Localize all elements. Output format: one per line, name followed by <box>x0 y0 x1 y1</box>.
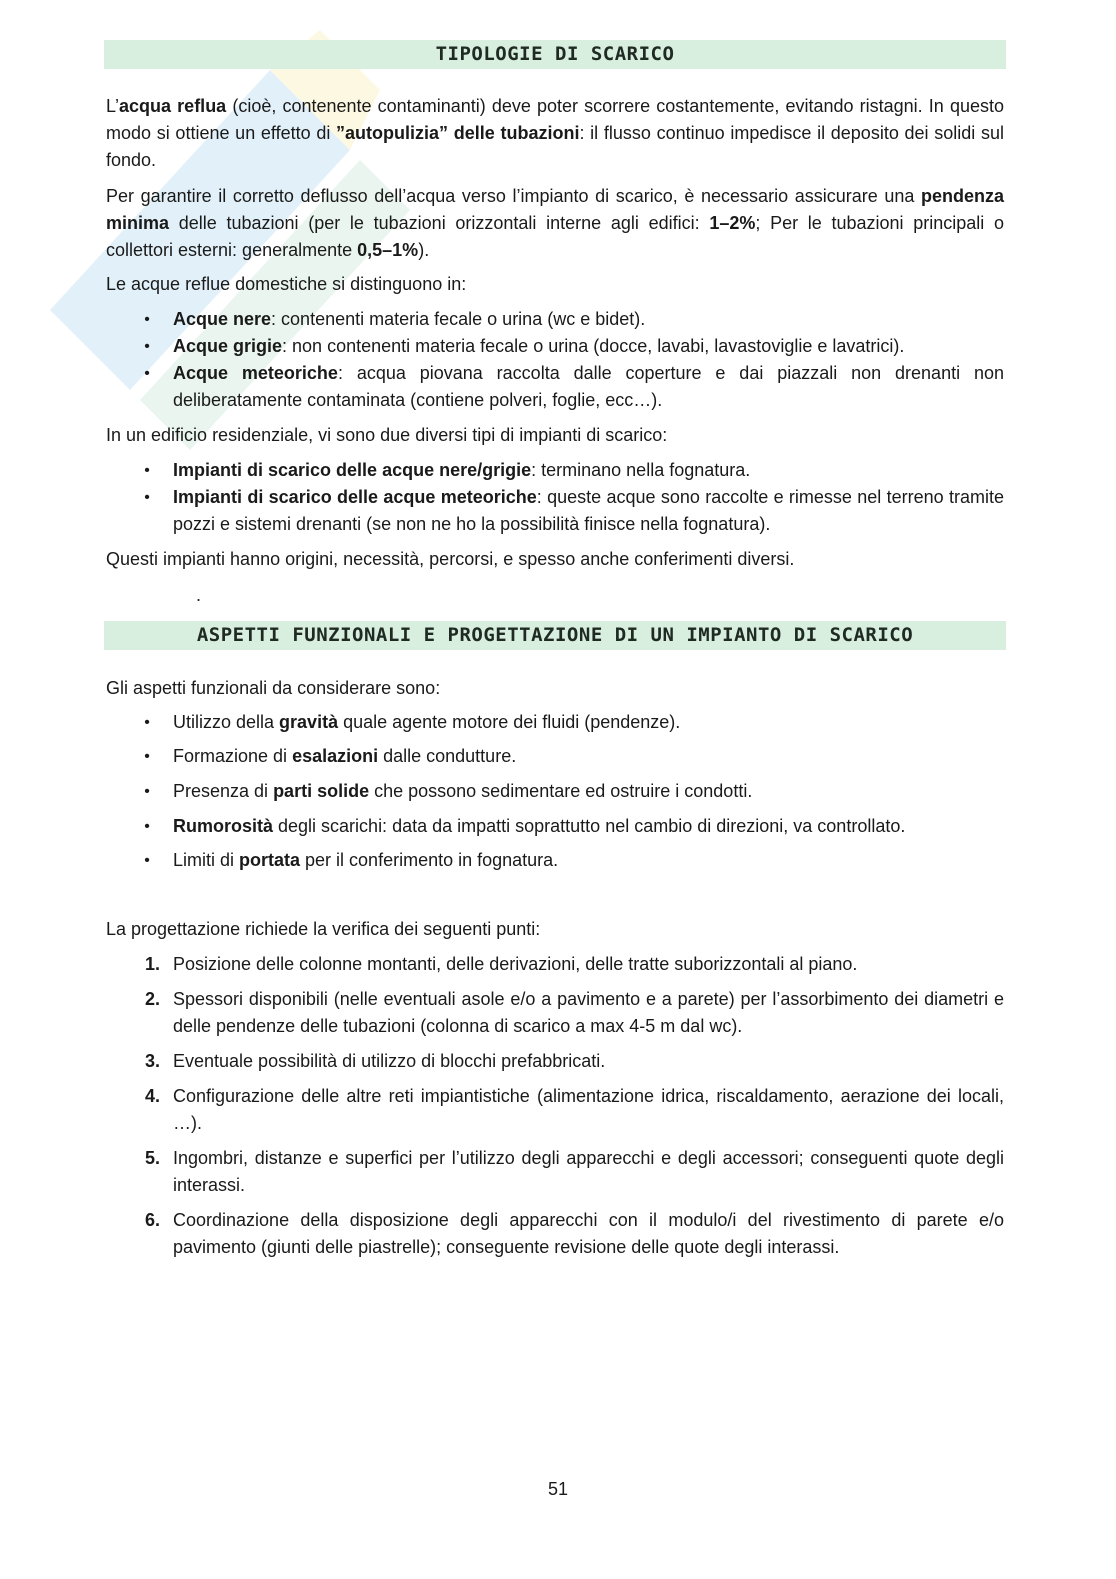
list-number: 1. <box>144 954 160 974</box>
list-number: 6. <box>144 1210 160 1230</box>
list-number: 5. <box>144 1148 160 1168</box>
paragraph-progettazione-intro: La progettazione richiede la verifica dei seguenti punti: <box>106 919 541 939</box>
list-item: Rumorosità degli scarichi: data da impatti soprattutto nel cambio di direzioni, va controllato. <box>173 816 906 836</box>
numbered-item: Spessori disponibili (nelle eventuali asole e/o a pavimento e a parete) per l’assorbimento dei diametri e delle pendenze delle tubazioni (colonna di scarico a max 4-5 m dal wc). <box>173 989 1004 1036</box>
stray-dot: . <box>196 585 202 605</box>
list-item: Impianti di scarico delle acque meteoriche: queste acque sono raccolte e rimesse nel terreno tramite pozzi e sistemi drenanti (se non ne ho la possibilità finisce nella fognatura). <box>173 487 1004 534</box>
list-item: Acque nere: contenenti materia fecale o urina (wc e bidet). <box>173 309 646 329</box>
list-item: Formazione di esalazioni dalle condutture. <box>173 746 517 766</box>
list-number: 3. <box>144 1051 160 1071</box>
numbered-item: Posizione delle colonne montanti, delle derivazioni, delle tratte suborizzontali al piano. <box>173 954 858 974</box>
paragraph-pendenza: Per garantire il corretto deflusso dell’acqua verso l’impianto di scarico, è necessario assicurare una pendenza minima delle tubazioni (per le tubazioni orizzontali interne agli edifici: 1–2%; Per le tubazioni principali o collettori esterni: generalmente 0,5–1%). <box>106 186 1005 260</box>
list-item: Impianti di scarico delle acque nere/grigie: terminano nella fognatura. <box>173 460 751 480</box>
list-item: Presenza di parti solide che possono sedimentare ed ostruire i condotti. <box>173 781 753 801</box>
list-item: Utilizzo della gravità quale agente motore dei fluidi (pendenze). <box>173 712 681 732</box>
bullet-icon: • <box>144 365 150 382</box>
section-title-tipologie: TIPOLOGIE DI SCARICO <box>104 40 1006 69</box>
numbered-item: Configurazione delle altre reti impiantistiche (alimentazione idrica, riscaldamento, aerazione dei locali, …). <box>173 1086 1004 1133</box>
list-number: 2. <box>144 989 160 1009</box>
numbered-item: Coordinazione della disposizione degli apparecchi con il modulo/i del rivestimento di parete e/o pavimento (giunti delle piastrelle); conseguente revisione delle quote degli interassi. <box>173 1210 1004 1257</box>
paragraph-aspetti-intro: Gli aspetti funzionali da considerare sono: <box>106 678 441 698</box>
paragraph-impianti-origini: Questi impianti hanno origini, necessità, percorsi, e spesso anche conferimenti diversi. <box>106 549 795 569</box>
list-item: Limiti di portata per il conferimento in fognatura. <box>173 850 559 870</box>
bullet-icon: • <box>144 852 150 869</box>
bullet-icon: • <box>144 783 150 800</box>
bullet-icon: • <box>144 748 150 765</box>
numbered-item: Ingombri, distanze e superfici per l’utilizzo degli apparecchi e degli accessori; conseguenti quote degli interassi. <box>173 1148 1004 1195</box>
bullet-icon: • <box>144 489 150 506</box>
list-item: Acque meteoriche: acqua piovana raccolta dalle coperture e dai piazzali non drenanti non deliberatamente contaminata (contiene polveri, foglie, ecc…). <box>173 363 1004 410</box>
list-item: Acque grigie: non contenenti materia fecale o urina (docce, lavabi, lavastoviglie e lavatrici). <box>173 336 905 356</box>
bullet-icon: • <box>144 818 150 835</box>
numbered-item: Eventuale possibilità di utilizzo di blocchi prefabbricati. <box>173 1051 606 1071</box>
section-title-aspetti-funzionali: ASPETTI FUNZIONALI E PROGETTAZIONE DI UN IMPIANTO DI SCARICO <box>104 621 1006 650</box>
bullet-icon: • <box>144 714 150 731</box>
list-number: 4. <box>144 1086 160 1106</box>
paragraph-acque-reflue-intro: Le acque reflue domestiche si distinguono in: <box>106 274 467 294</box>
paragraph-impianti-intro: In un edificio residenziale, vi sono due diversi tipi di impianti di scarico: <box>106 425 668 445</box>
bullet-icon: • <box>144 311 150 328</box>
page-number: 51 <box>547 1479 569 1499</box>
bullet-icon: • <box>144 338 150 355</box>
bullet-icon: • <box>144 462 150 479</box>
paragraph-acqua-reflua: L’acqua reflua (cioè, contenente contaminanti) deve poter scorrere costantemente, evitando ristagni. In questo modo si ottiene un effetto di ”autopulizia” delle tubazioni: il flusso continuo impedisce il deposito dei solidi sul fondo. <box>106 96 1004 170</box>
